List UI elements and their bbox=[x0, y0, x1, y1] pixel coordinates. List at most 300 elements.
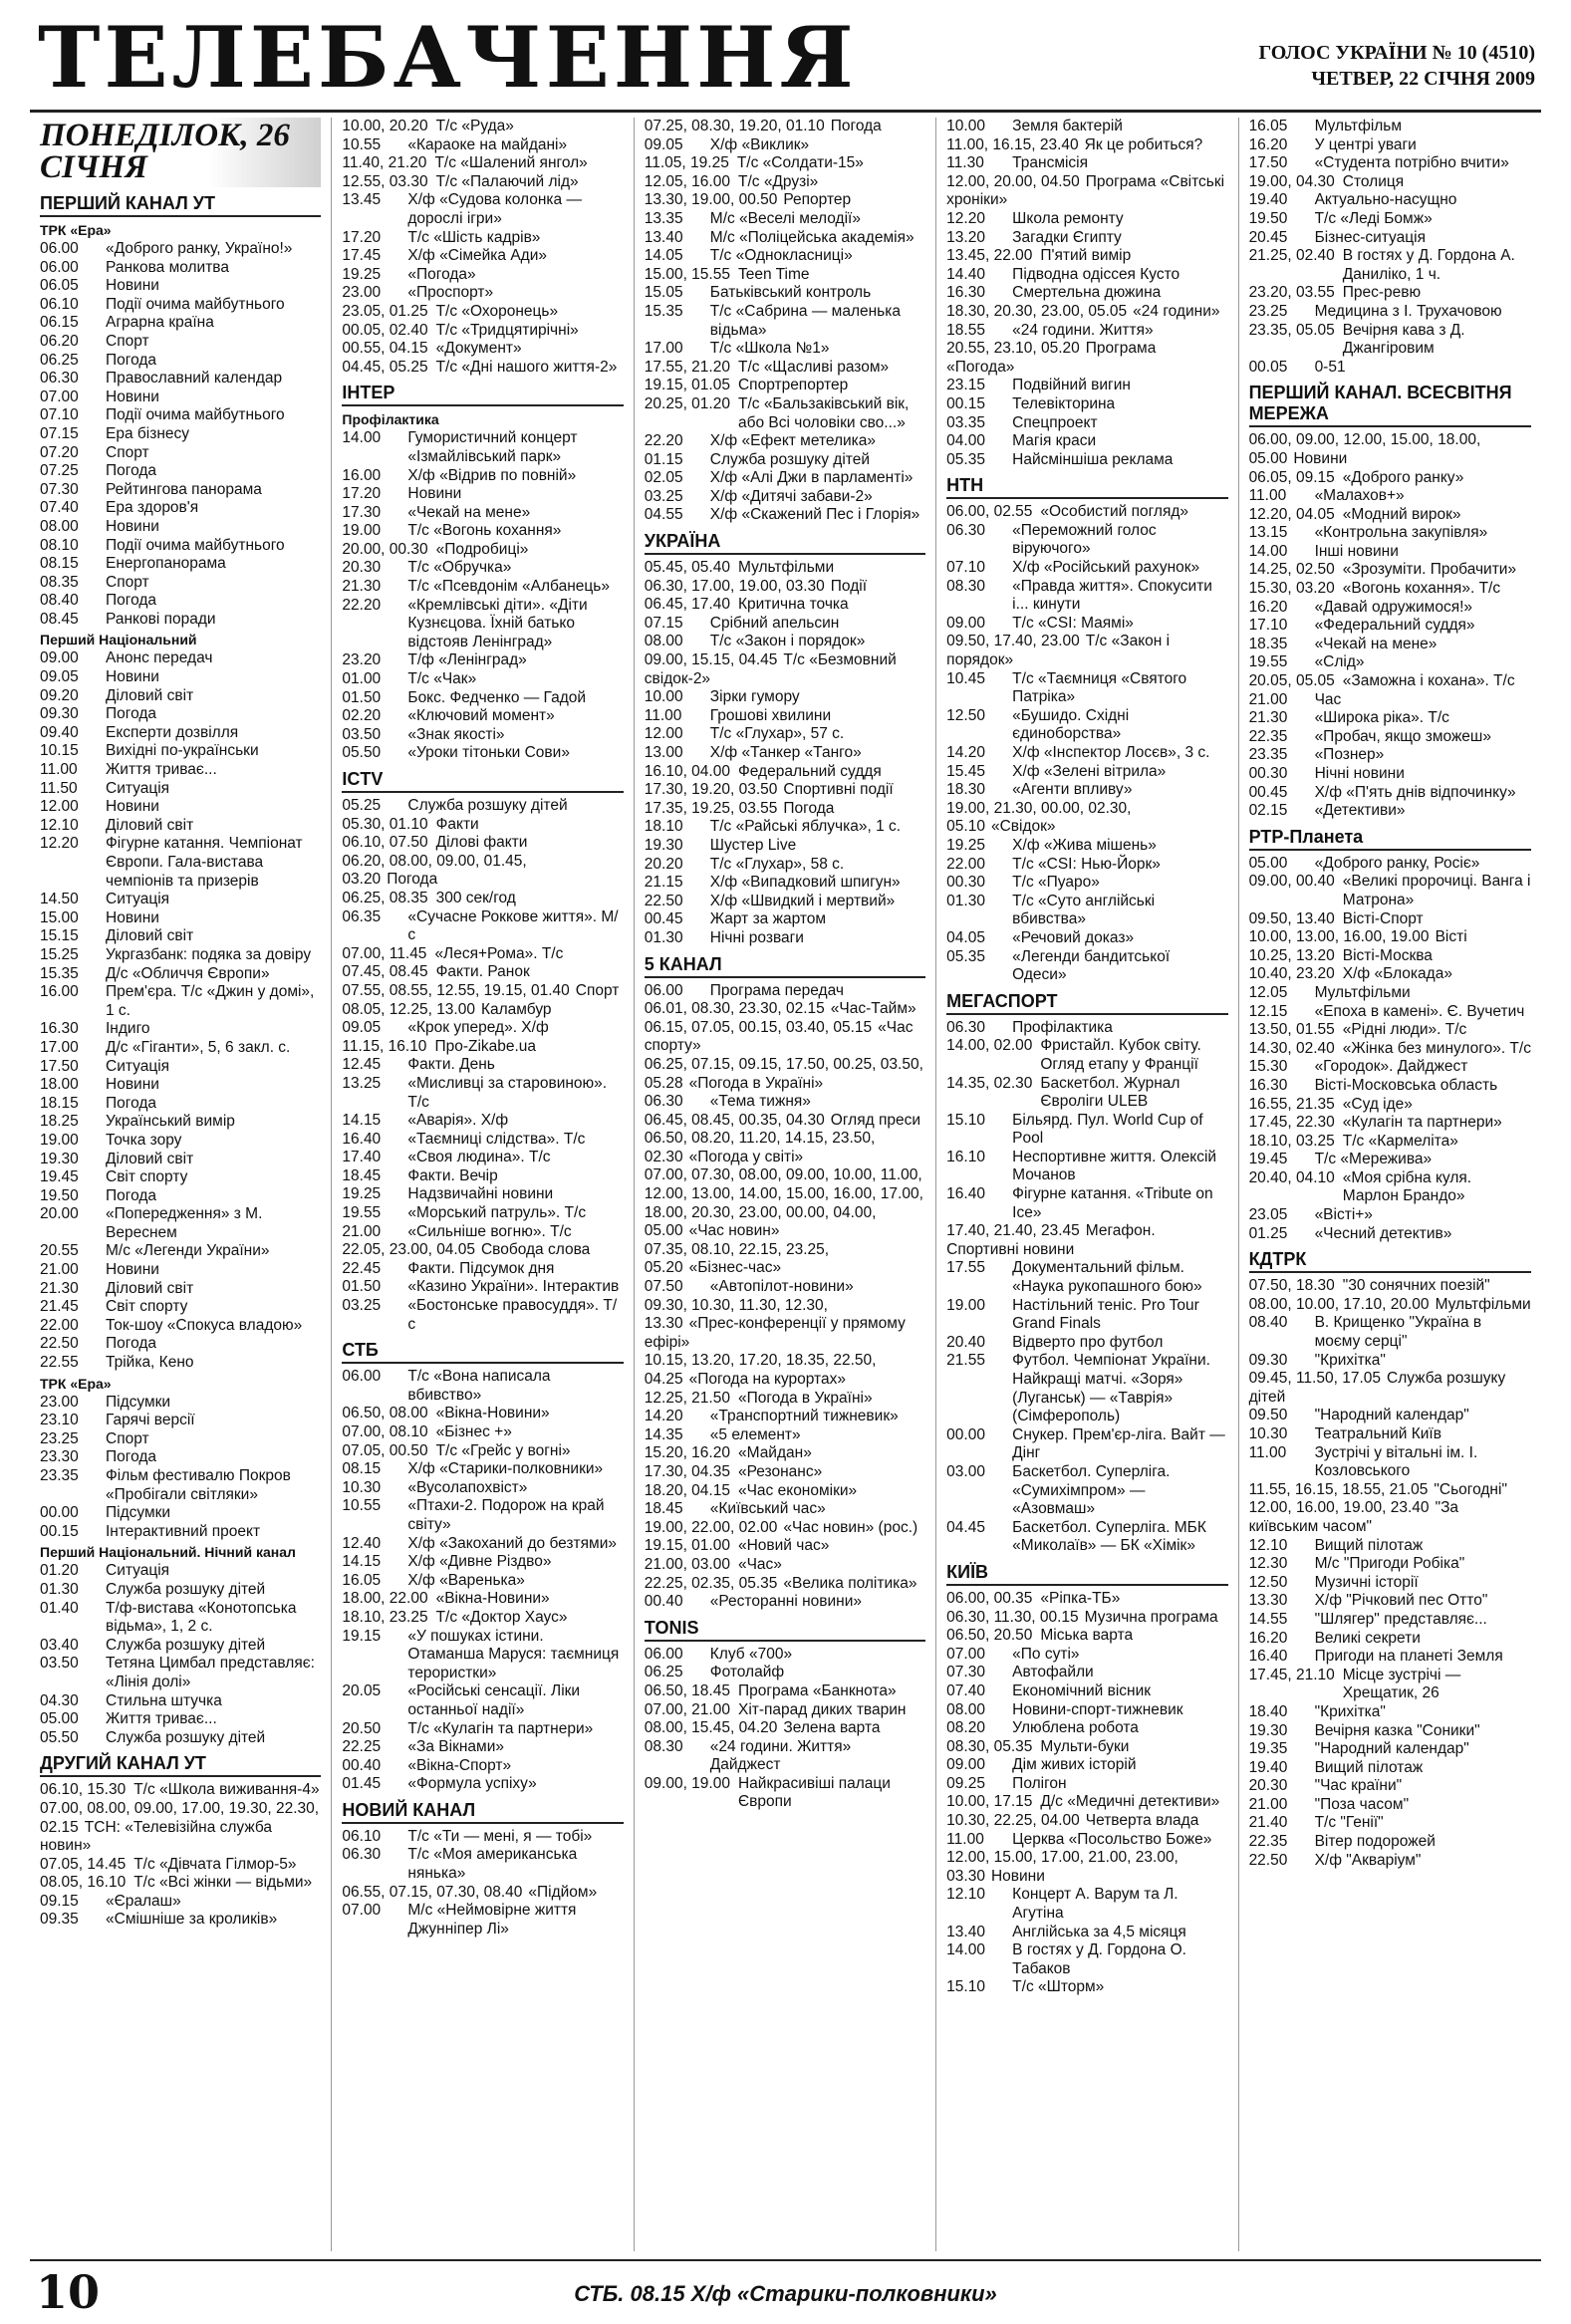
schedule-entry bbox=[645, 1093, 925, 1112]
entry-title: «Правда життя». Спокусити і... кинути bbox=[1012, 577, 1212, 614]
entry-time: 12.10 bbox=[1248, 1536, 1288, 1554]
entry-title: Погода bbox=[783, 799, 835, 817]
entry-title: «Погода в Україні» bbox=[688, 1074, 824, 1092]
entry-title: Документальний фільм. «Наука рукопашного бою» bbox=[1012, 1259, 1202, 1296]
entry-time: 10.00 bbox=[946, 118, 985, 134]
entry-title: Новини bbox=[106, 387, 159, 405]
schedule-entry bbox=[645, 1537, 925, 1556]
entry-title: Підсумки bbox=[106, 1504, 171, 1522]
entry-time: 12.20 bbox=[40, 835, 79, 853]
schedule-entry bbox=[342, 467, 623, 486]
schedule-entry bbox=[946, 414, 1227, 433]
schedule-entry bbox=[40, 1261, 321, 1280]
schedule-entry bbox=[40, 1600, 321, 1637]
entry-time: 23.35 bbox=[40, 1467, 79, 1484]
entry-time: 17.50 bbox=[1248, 154, 1288, 172]
entry-time: 16.05 bbox=[1248, 118, 1288, 134]
entry-time: 21.30 bbox=[342, 578, 382, 596]
entry-time: 19.00, 21.30, 00.00, 02.30, 05.10 bbox=[946, 799, 1132, 836]
entry-title: Т/с «Суто англійські вбивства» bbox=[1012, 892, 1156, 928]
entry-title: Служба розшуку дітей bbox=[106, 1580, 266, 1598]
entry-title: Х/ф "Річковий пес Отто" bbox=[1314, 1592, 1488, 1610]
schedule-entry bbox=[645, 136, 925, 155]
schedule-entry bbox=[645, 744, 925, 763]
schedule-entry bbox=[342, 963, 623, 982]
schedule-entry bbox=[40, 1113, 321, 1132]
schedule-entry bbox=[946, 1719, 1227, 1738]
schedule-entry bbox=[1249, 1852, 1531, 1871]
schedule-entry bbox=[946, 136, 1227, 155]
entry-time: 08.10 bbox=[40, 536, 79, 554]
entry-title: Прес-ревю bbox=[1342, 284, 1422, 302]
entry-time: 05.35 bbox=[946, 450, 985, 468]
entry-title: Ситуація bbox=[106, 1562, 170, 1580]
entry-title: «Попередження» з М. Вереснем bbox=[106, 1205, 263, 1241]
entry-title: Спортивні події bbox=[783, 781, 894, 799]
entry-time: 09.00 bbox=[946, 614, 985, 632]
entry-time: 10.15 bbox=[40, 742, 79, 760]
entry-title: Неспортивне життя. Олексій Мочанов bbox=[1012, 1148, 1217, 1184]
schedule-entry bbox=[1249, 1133, 1531, 1152]
schedule-entry bbox=[946, 503, 1227, 522]
schedule-entry bbox=[40, 724, 321, 743]
entry-time: 21.25, 02.40 bbox=[1248, 247, 1335, 265]
entry-time: 10.30 bbox=[342, 1478, 382, 1496]
entry-title: Світ спорту bbox=[106, 1298, 188, 1316]
entry-title: Грошові хвилини bbox=[709, 706, 832, 724]
entry-time: 13.40 bbox=[946, 1923, 985, 1940]
schedule-column-3 bbox=[635, 118, 936, 2251]
entry-time: 23.05, 01.25 bbox=[342, 302, 428, 320]
entry-title: П'ятий вимір bbox=[1040, 247, 1132, 265]
schedule-entry bbox=[1249, 1021, 1531, 1040]
schedule-entry bbox=[645, 1390, 925, 1409]
schedule-entry bbox=[645, 982, 925, 1001]
schedule-entry bbox=[1249, 1314, 1531, 1351]
schedule-entry bbox=[645, 856, 925, 875]
entry-time: 11.00 bbox=[644, 706, 682, 724]
entry-time: 19.00 bbox=[40, 1131, 79, 1149]
schedule-entry bbox=[40, 499, 321, 518]
entry-title: Життя триває... bbox=[106, 1710, 217, 1728]
entry-title: Час bbox=[1314, 690, 1342, 708]
entry-title: Погода bbox=[106, 1448, 157, 1466]
schedule-entry bbox=[342, 136, 623, 155]
entry-title: «Кулагін та партнери» bbox=[1342, 1114, 1502, 1132]
entry-time: 07.40 bbox=[946, 1681, 985, 1699]
schedule-entry bbox=[645, 1664, 925, 1682]
entry-title: Телевікторина bbox=[1012, 394, 1116, 412]
schedule-entry bbox=[946, 1738, 1227, 1757]
entry-title: Т/с «Леді Бомж» bbox=[1314, 209, 1433, 227]
entry-time: 05.35 bbox=[946, 947, 985, 965]
schedule-entry bbox=[342, 1442, 623, 1461]
entry-title: Факти. День bbox=[407, 1056, 495, 1074]
entry-time: 06.30 bbox=[946, 521, 985, 539]
entry-time: 14.15 bbox=[342, 1112, 382, 1130]
entry-time: 06.25, 07.15, 09.15, 17.50, 00.25, 03.50, 05.28 bbox=[644, 1055, 923, 1092]
schedule-entry bbox=[645, 818, 925, 837]
channel-heading: ПЕРШИЙ КАНАЛ. ВСЕСВІТНЯ МЕРЕЖА bbox=[1249, 383, 1531, 427]
entry-title: Погода bbox=[106, 1094, 157, 1112]
entry-time: 09.00, 15.15, 04.45 bbox=[644, 651, 778, 669]
entry-time: 17.30, 19.20, 03.50 bbox=[644, 781, 778, 799]
entry-time: 14.00, 02.00 bbox=[946, 1037, 1033, 1055]
entry-time: 06.00 bbox=[342, 1368, 382, 1386]
entry-time: 06.00 bbox=[644, 981, 683, 999]
entry-title: «Мисливці за старовиною». Т/с bbox=[407, 1074, 608, 1111]
entry-time: 13.20 bbox=[946, 228, 985, 246]
schedule-entry bbox=[1249, 506, 1531, 525]
entry-time: 18.10, 03.25 bbox=[1248, 1132, 1335, 1150]
schedule-entry bbox=[645, 1719, 925, 1738]
entry-title: "Народний календар" bbox=[1314, 1740, 1469, 1758]
schedule-entry bbox=[1249, 617, 1531, 636]
entry-title: «Федеральний суддя» bbox=[1314, 617, 1475, 635]
entry-title: Д/с «Медичні детективи» bbox=[1040, 1793, 1220, 1811]
entry-title: «Проспорт» bbox=[407, 284, 494, 302]
entry-time: 02.15 bbox=[1248, 802, 1288, 820]
entry-title: Нічні новини bbox=[1314, 765, 1405, 782]
entry-time: 07.45, 08.45 bbox=[342, 963, 428, 981]
schedule-entry bbox=[40, 1317, 321, 1336]
entry-time: 22.50 bbox=[644, 892, 683, 909]
schedule-entry bbox=[1249, 118, 1531, 136]
schedule-entry bbox=[40, 1242, 321, 1261]
schedule-entry bbox=[1249, 802, 1531, 821]
entry-title: 300 сек/год bbox=[435, 889, 516, 906]
entry-title: Смертельна дюжина bbox=[1012, 284, 1162, 302]
schedule-entry bbox=[946, 451, 1227, 470]
schedule-entry bbox=[1249, 746, 1531, 765]
entry-title: «Погода у світі» bbox=[688, 1148, 804, 1165]
entry-time: 09.35 bbox=[40, 1911, 79, 1929]
schedule-entry bbox=[946, 615, 1227, 634]
entry-time: 12.25, 21.50 bbox=[644, 1389, 730, 1407]
entry-time: 04.55 bbox=[644, 506, 683, 524]
entry-title: Снукер. Прем'єр-ліга. Вайт — Дінг bbox=[1012, 1425, 1225, 1462]
schedule-entry bbox=[40, 370, 321, 388]
schedule-entry bbox=[1249, 1352, 1531, 1371]
entry-time: 07.15 bbox=[40, 424, 79, 442]
schedule-entry bbox=[946, 1775, 1227, 1794]
schedule-entry bbox=[342, 908, 623, 945]
entry-time: 04.30 bbox=[40, 1691, 79, 1709]
entry-time: 11.40, 21.20 bbox=[342, 154, 427, 172]
entry-title: Погода bbox=[106, 705, 157, 723]
entry-time: 19.40 bbox=[1248, 1758, 1288, 1776]
entry-title: «За Вікнами» bbox=[407, 1738, 504, 1756]
entry-title: «Доброго ранку, Україно!» bbox=[106, 240, 293, 257]
schedule-entry bbox=[946, 1352, 1227, 1425]
entry-title: Магія краси bbox=[1012, 432, 1097, 450]
entry-time: 18.35 bbox=[1248, 635, 1288, 652]
schedule-entry bbox=[1249, 1703, 1531, 1722]
schedule-entry bbox=[40, 1151, 321, 1169]
schedule-entry bbox=[1249, 1169, 1531, 1206]
entry-title: Медицина з І. Трухачовою bbox=[1314, 302, 1502, 320]
entry-time: 07.00, 21.00 bbox=[644, 1700, 730, 1718]
entry-time: 05.00 bbox=[1248, 854, 1288, 872]
entry-title: Т/ф-вистава «Конотопська відьма», 1, 2 с. bbox=[106, 1599, 297, 1636]
entry-time: 12.00 bbox=[40, 798, 79, 816]
entry-time: 06.15 bbox=[40, 314, 79, 332]
schedule-column-4 bbox=[936, 118, 1238, 2251]
schedule-entry bbox=[1249, 543, 1531, 562]
schedule-entry bbox=[946, 1664, 1227, 1682]
schedule-entry bbox=[40, 240, 321, 259]
schedule-entry bbox=[342, 1628, 623, 1683]
entry-title: Четверта влада bbox=[1085, 1812, 1199, 1830]
entry-time: 18.00 bbox=[40, 1076, 79, 1094]
schedule-entry bbox=[645, 559, 925, 578]
entry-time: 06.30, 11.30, 00.15 bbox=[946, 1608, 1079, 1626]
schedule-entry bbox=[1249, 1151, 1531, 1169]
schedule-entry bbox=[1249, 247, 1531, 284]
entry-title: Т/с «Однокласниці» bbox=[709, 247, 853, 265]
schedule-entry bbox=[645, 118, 925, 136]
entry-time: 23.35 bbox=[1248, 746, 1288, 764]
schedule-entry bbox=[40, 1581, 321, 1600]
entry-time: 10.30, 22.25, 04.00 bbox=[946, 1812, 1080, 1830]
entry-title: Свобода слова bbox=[480, 1241, 591, 1259]
entry-title: Погода bbox=[106, 351, 157, 369]
entry-time: 08.45 bbox=[40, 610, 79, 628]
entry-time: 17.00 bbox=[644, 340, 683, 358]
entry-title: «Подробиці» bbox=[435, 540, 529, 558]
entry-time: 12.00, 20.00, 04.50 bbox=[946, 172, 1080, 190]
entry-time: 12.20, 04.05 bbox=[1248, 505, 1335, 523]
entry-time: 20.30 bbox=[1248, 1777, 1288, 1795]
entry-time: 07.50 bbox=[644, 1278, 683, 1296]
entry-time: 06.00, 00.35 bbox=[946, 1589, 1033, 1607]
entry-time: 19.45 bbox=[1248, 1151, 1288, 1168]
entry-title: Т/с «Школа №1» bbox=[709, 340, 830, 358]
channel-heading: ІНТЕР bbox=[342, 383, 623, 406]
entry-time: 11.00 bbox=[1248, 1443, 1287, 1461]
entry-time: 16.10 bbox=[946, 1148, 985, 1165]
entry-title: Події очима майбутнього bbox=[106, 536, 285, 554]
entry-title: Підводна одіссея Кусто bbox=[1012, 265, 1180, 283]
entry-title: Служба розшуку дітей bbox=[106, 1636, 266, 1654]
entry-title: Ситуація bbox=[106, 891, 170, 908]
entry-title: Найкрасивіші палаци Європи bbox=[737, 1774, 891, 1811]
schedule-entry bbox=[1249, 469, 1531, 488]
entry-time: 12.50 bbox=[946, 706, 985, 724]
entry-title: «Доброго ранку» bbox=[1342, 468, 1464, 486]
entry-time: 00.05 bbox=[1248, 358, 1288, 376]
entry-title: Т/с «Дівчата Гілмор-5» bbox=[133, 1855, 297, 1873]
entry-time: 08.15 bbox=[342, 1460, 382, 1478]
entry-time: 21.30 bbox=[1248, 709, 1288, 727]
entry-time: 09.50, 13.40 bbox=[1248, 909, 1335, 927]
schedule-entry bbox=[1249, 1114, 1531, 1133]
schedule-entry bbox=[946, 1627, 1227, 1646]
schedule-entry bbox=[946, 1297, 1227, 1334]
schedule-entry bbox=[40, 946, 321, 965]
entry-time: 06.15, 07.05, 00.15, 03.40, 05.15 bbox=[644, 1018, 873, 1036]
entry-title: «Вікна-Новини» bbox=[435, 1405, 550, 1422]
entry-title: Мультфільми bbox=[1435, 1295, 1531, 1313]
schedule-entry bbox=[1249, 210, 1531, 229]
schedule-entry bbox=[40, 277, 321, 296]
entry-time: 06.50, 18.45 bbox=[644, 1681, 730, 1699]
entry-time: 21.40 bbox=[1248, 1814, 1288, 1832]
entry-title: Зірки гумору bbox=[709, 688, 800, 706]
entry-time: 20.00, 00.30 bbox=[342, 540, 428, 558]
entry-title: Церква «Посольство Боже» bbox=[1012, 1830, 1212, 1848]
entry-title: Новини bbox=[990, 1867, 1045, 1885]
schedule-entry bbox=[946, 1259, 1227, 1296]
entry-title: «Аварія». Х/ф bbox=[407, 1112, 509, 1130]
schedule-entry bbox=[645, 210, 925, 229]
entry-title: Експерти дозвілля bbox=[106, 723, 239, 741]
entry-title: Полігон bbox=[1012, 1774, 1067, 1792]
entry-title: 0-51 bbox=[1314, 358, 1346, 376]
schedule-entry bbox=[1249, 1206, 1531, 1225]
schedule-entry bbox=[645, 1682, 925, 1701]
schedule-entry bbox=[1249, 1425, 1531, 1444]
entry-time: 18.45 bbox=[644, 1500, 683, 1518]
entry-time: 14.50 bbox=[40, 891, 79, 908]
entry-time: 14.35 bbox=[644, 1425, 683, 1443]
entry-time: 16.30 bbox=[946, 284, 985, 302]
entry-time: 07.10 bbox=[946, 559, 985, 577]
entry-time: 20.55 bbox=[40, 1242, 79, 1260]
entry-title: "Шлягер" представляє... bbox=[1314, 1610, 1487, 1628]
schedule-entry bbox=[645, 1130, 925, 1166]
entry-title: Новини bbox=[1293, 449, 1348, 467]
schedule-entry bbox=[645, 451, 925, 470]
entry-title: «Чесний детектив» bbox=[1314, 1224, 1452, 1242]
schedule-entry bbox=[40, 1692, 321, 1711]
entry-time: 23.25 bbox=[40, 1429, 79, 1447]
entry-time: 14.15 bbox=[342, 1553, 382, 1571]
entry-title: «Контрольна закупівля» bbox=[1314, 524, 1488, 542]
entry-time: 17.55 bbox=[946, 1259, 985, 1277]
entry-time: 16.30 bbox=[1248, 1076, 1288, 1094]
schedule-entry bbox=[1249, 728, 1531, 747]
schedule-entry bbox=[342, 1757, 623, 1776]
entry-title: «Смішніше за кроликів» bbox=[106, 1911, 278, 1929]
entry-title: «Час-Тайм» bbox=[830, 1000, 916, 1018]
schedule-entry bbox=[1249, 1407, 1531, 1425]
schedule-entry bbox=[40, 1729, 321, 1748]
entry-title: «Свідок» bbox=[990, 818, 1056, 836]
schedule-entry bbox=[1249, 1648, 1531, 1667]
schedule-entry bbox=[40, 668, 321, 687]
entry-time: 22.20 bbox=[644, 432, 683, 450]
entry-title: Т/с «Вогонь кохання» bbox=[407, 522, 562, 540]
entry-title: Х/ф «Жива мішень» bbox=[1012, 836, 1157, 854]
schedule-entry bbox=[342, 1720, 623, 1739]
entry-title: Т/с «Солдати-15» bbox=[736, 154, 864, 172]
schedule-entry bbox=[1249, 910, 1531, 929]
entry-title: «Епоха в камені». Є. Вучетич bbox=[1314, 1002, 1525, 1020]
entry-time: 07.15 bbox=[644, 614, 683, 632]
schedule-entry bbox=[1249, 1759, 1531, 1778]
schedule-entry bbox=[1249, 487, 1531, 506]
entry-title: Фігурне катання. Чемпіонат Європи. Гала-вистава чемпіонів та призерів bbox=[106, 835, 303, 890]
entry-title: Найсміншіша реклама bbox=[1012, 450, 1174, 468]
schedule-entry bbox=[40, 574, 321, 593]
schedule-entry bbox=[946, 522, 1227, 559]
entry-title: Спортрепортер bbox=[737, 377, 849, 394]
entry-time: 20.40 bbox=[946, 1333, 985, 1351]
entry-title: «Бізнес +» bbox=[435, 1423, 512, 1440]
schedule-entry bbox=[645, 800, 925, 819]
schedule-entry bbox=[1249, 855, 1531, 874]
entry-title: «Великі пророчиці. Ванга і Матрона» bbox=[1342, 873, 1531, 908]
entry-time: 17.10 bbox=[1248, 617, 1288, 635]
schedule-entry bbox=[946, 948, 1227, 985]
entry-time: 07.25, 08.30, 19.20, 01.10 bbox=[644, 118, 825, 134]
entry-time: 15.10 bbox=[946, 1978, 985, 1996]
schedule-entry bbox=[342, 1019, 623, 1038]
entry-title: «Сильніше вогню». Т/с bbox=[407, 1222, 572, 1240]
schedule-entry bbox=[342, 1149, 623, 1167]
entry-time: 16.40 bbox=[946, 1185, 985, 1203]
entry-title: Новини bbox=[106, 277, 159, 295]
schedule-entry bbox=[40, 1800, 321, 1856]
entry-title: «Крок уперед». Х/ф bbox=[407, 1019, 549, 1037]
entry-title: «Час економіки» bbox=[737, 1481, 858, 1499]
schedule-entry bbox=[40, 444, 321, 463]
entry-time: 19.40 bbox=[1248, 191, 1288, 209]
entry-title: Більярд. Пул. World Cup of Pool bbox=[1012, 1111, 1203, 1148]
entry-title: Мультфільм bbox=[1314, 118, 1403, 134]
entry-title: «Агенти впливу» bbox=[1012, 781, 1133, 799]
schedule-entry bbox=[645, 395, 925, 432]
schedule-column-2 bbox=[332, 118, 634, 2251]
schedule-entry bbox=[342, 689, 623, 708]
schedule-entry bbox=[342, 1223, 623, 1242]
schedule-entry bbox=[946, 1075, 1227, 1112]
entry-title: Новини bbox=[106, 1261, 159, 1279]
entry-title: «Час новин» bbox=[688, 1222, 780, 1240]
entry-title: «Модний вирок» bbox=[1342, 505, 1461, 523]
entry-time: 06.00, 02.55 bbox=[946, 503, 1033, 521]
entry-title: «Ключовий момент» bbox=[407, 707, 555, 725]
entry-time: 06.10, 15.30 bbox=[40, 1781, 127, 1799]
schedule-entry bbox=[40, 927, 321, 946]
entry-title: "Крихітка" bbox=[1314, 1702, 1386, 1720]
entry-title: Т/с «Глухар», 58 с. bbox=[709, 855, 845, 873]
entry-title: Факти. Підсумок дня bbox=[407, 1259, 555, 1277]
entry-time: 17.35, 19.25, 03.55 bbox=[644, 799, 778, 817]
schedule-entry bbox=[645, 488, 925, 507]
schedule-entry bbox=[1249, 1537, 1531, 1556]
entry-time: 09.50 bbox=[1248, 1407, 1288, 1424]
entry-title: Х/ф «Сімейка Ади» bbox=[407, 247, 547, 265]
entry-time: 06.05 bbox=[40, 277, 79, 295]
entry-title: Трансмісія bbox=[1012, 154, 1089, 172]
entry-title: «Казино України». Інтерактив bbox=[407, 1278, 620, 1296]
schedule-entry bbox=[1249, 524, 1531, 543]
schedule-entry bbox=[645, 1166, 925, 1240]
entry-time: 10.55 bbox=[342, 1497, 382, 1515]
schedule-entry bbox=[645, 893, 925, 911]
entry-time: 20.25, 01.20 bbox=[644, 394, 730, 412]
schedule-entry bbox=[342, 1167, 623, 1186]
entry-title: Зустрічі у вітальні ім. І. Козловського bbox=[1314, 1443, 1478, 1480]
entry-title: Православний календар bbox=[106, 370, 283, 387]
entry-time: 22.35 bbox=[1248, 727, 1288, 745]
schedule-entry bbox=[1249, 1592, 1531, 1611]
entry-title: «Городок». Дайджест bbox=[1314, 1058, 1468, 1076]
schedule-entry bbox=[342, 303, 623, 322]
entry-title: Вищий пілотаж bbox=[1314, 1536, 1424, 1554]
